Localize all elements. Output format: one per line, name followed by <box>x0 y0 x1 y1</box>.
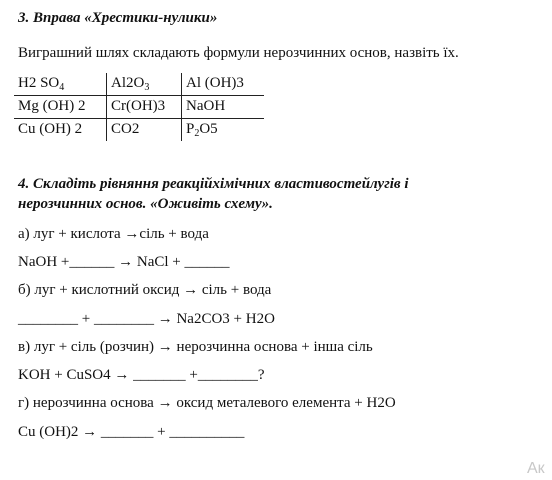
table-cell: Cu (OH) 2 <box>14 119 107 142</box>
equation-d: Cu (OH)2 → _______ + __________ <box>18 424 245 440</box>
equation-b: ________ + ________ → Na2CO3 + H2O <box>18 311 275 327</box>
table-cell: H2 $SO_4$ <box>14 73 107 96</box>
task3-heading: 3. Вправа «Хрестики-нулики» <box>18 10 218 26</box>
tic-tac-toe-table <box>14 73 264 141</box>
rule-a: а) луг + кислота →сіль + вода <box>18 226 209 242</box>
activation-watermark: Ак <box>527 460 545 477</box>
table-cell: Mg (OH) 2 <box>14 96 107 119</box>
table-cell: Al (OH)3 <box>182 73 265 96</box>
table-row <box>14 119 264 142</box>
task4-heading-line1: 4. Складіть рівняння реакційхімічних властивостейлугів і <box>18 176 409 192</box>
task3-instruction: Виграшний шлях складають формули нерозчинних основ, назвіть їх. <box>18 45 459 61</box>
equation-a: NaOH +______ → NaCl + ______ <box>18 254 230 270</box>
equation-c: KOH + CuSO4 → _______ +________? <box>18 367 265 383</box>
table-cell: $P_2O5$ <box>186 121 218 139</box>
table-cell: NaOH <box>182 96 265 119</box>
rule-c: в) луг + сіль (розчин) → нерозчинна основа + інша сіль <box>18 339 373 355</box>
table-row <box>14 73 264 96</box>
table-cell: $Al2O_3$ <box>107 73 182 96</box>
table-cell: Cr(OH)3 <box>107 96 182 119</box>
table-row <box>14 96 264 119</box>
rule-d: г) нерозчинна основа → оксид металевого елемента + H2O <box>18 395 396 411</box>
rule-b: б) луг + кислотний оксид → сіль + вода <box>18 282 272 298</box>
task4-heading-line2: нерозчинних основ. «Оживіть схему». <box>18 196 273 212</box>
table-cell: CO2 <box>107 119 182 142</box>
